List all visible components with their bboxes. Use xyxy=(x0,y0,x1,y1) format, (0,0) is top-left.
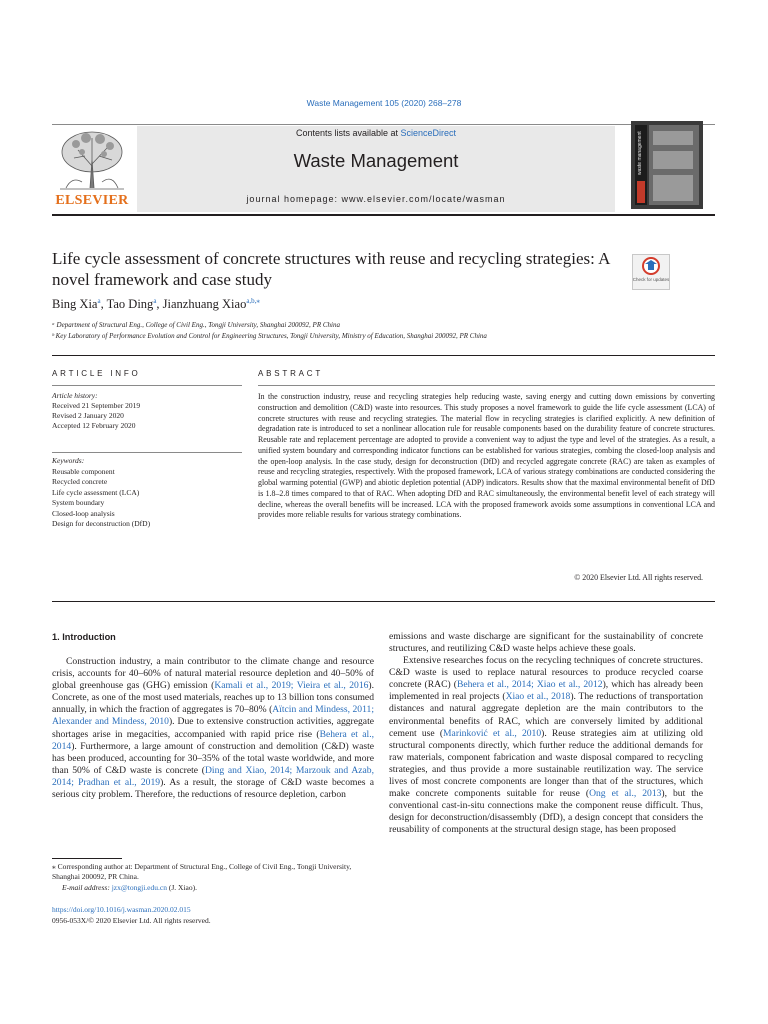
homepage-prefix: journal homepage: xyxy=(246,194,342,204)
citation-link[interactable]: Behera et al., 2014; Xiao et al., 2012 xyxy=(456,679,603,691)
article-title: Life cycle assessment of concrete structures with reuse and recycling strategies: A novel framework and case study xyxy=(52,249,610,289)
footnote-rule xyxy=(52,858,122,859)
keyword-item: Closed-loop analysis xyxy=(52,508,115,518)
doi-link[interactable]: https://doi.org/10.1016/j.wasman.2020.02.015 xyxy=(52,905,191,914)
doi-block xyxy=(52,905,211,926)
keyword-item: Reusable component xyxy=(52,466,115,476)
history-label: Article history: xyxy=(52,391,98,400)
keyword-item: Recycled concrete xyxy=(52,477,108,486)
body-text-run: Construction industry, a main contributor to the climate change and resource crisis, accounts for 40–60% of natural material resource depletion and 40–50% of global greenhouse gas (GHG) emission ( xyxy=(52,656,374,692)
journal-cover-thumbnail xyxy=(631,121,703,209)
contents-line xyxy=(137,128,615,138)
author-email-link[interactable]: jzx@tongji.edu.cn xyxy=(111,882,167,892)
body-text-run: Extensive researches focus on the recycling techniques of concrete structures. C&D waste is used to replace natural resources to produce recycled coarse concrete (RAC) ( xyxy=(389,655,703,691)
intro-paragraph-1 xyxy=(52,656,374,801)
body-text-run: ), which has already been implemented in real projects ( xyxy=(389,679,703,703)
body-text-run: ). Furthermore, a large amount of construction and demolition (C&D) waste has been produced, accounting for 30–35% of the total waste worldwide, and more than 50% of C&D waste is concrete ( xyxy=(52,740,374,776)
author-name[interactable]: Jianzhuang Xiao xyxy=(162,297,247,312)
citation-link[interactable]: Aïtcin and Mindess, 2011; Alexander and Mindess, 2010 xyxy=(52,704,374,728)
body-text-run: ). Reuse strategies aim at utilizing old structural components directly, which further reduce the additional demands for raw materials, component fabrication and waste disposal compared to recycling strategies, and thus provide a more sustainable reutilization way. The service lives of most concrete components are longer than that of the structures, which make concrete components suitable for reuse ( xyxy=(389,727,703,800)
intro-paragraph-2 xyxy=(389,655,703,836)
homepage-url[interactable]: www.elsevier.com/locate/wasman xyxy=(341,194,506,204)
author-list: Bing Xia$^a$, Tao Ding$^a$, Jianzhuang Xiao$^{a,b,⁎}$ xyxy=(52,297,260,312)
body-text-run: ). Due to extensive construction activities, aggregate shortages arise in megacities, accompanied with rapid price rise ( xyxy=(52,716,374,740)
contents-prefix: Contents lists available at xyxy=(295,128,401,138)
email-suffix: (J. Xiao). xyxy=(166,882,197,892)
keyword-item: Design for deconstruction (DfD) xyxy=(52,519,151,528)
front-matter-rule xyxy=(52,601,715,602)
author-name[interactable]: Tao Ding xyxy=(106,297,154,312)
body-text-run: ). As a result, the storage of C&D waste becomes a serious city problem. Therefore, the reductions of resource depletion, carbon xyxy=(52,776,375,800)
article-info-rule xyxy=(52,385,242,386)
author-affiliation-mark[interactable]: a xyxy=(97,297,101,305)
article-info-heading: ARTICLE INFO xyxy=(52,369,141,378)
body-text-run: ). The reductions of transportation distances and natural aggregate depletion are the main contributors to the environmental benefits of RAC, which are conversely limited by additional cement use ( xyxy=(389,691,703,739)
affiliation-a: ᵃ Department of Structural Eng., College of Civil Eng., Tongji University, Shanghai 200092, PR China xyxy=(52,321,340,329)
section-heading-introduction: 1. Introduction xyxy=(52,632,116,642)
affiliation-b: ᵇ Key Laboratory of Performance Evolution and Control for Engineering Structures, Tongji University, Ministry of Education, Shanghai 200092, PR China xyxy=(52,332,487,340)
corresponding-author-footnote xyxy=(52,862,374,893)
abstract-heading: ABSTRACT xyxy=(258,369,324,378)
sciencedirect-link[interactable]: ScienceDirect xyxy=(400,128,457,138)
elsevier-wordmark: ELSEVIER xyxy=(55,193,129,208)
author-name[interactable]: Bing Xia xyxy=(52,297,98,312)
keywords-label: Keywords: xyxy=(52,456,85,465)
body-text-run: ). Concrete, as one of the most used materials, reaches up to 13 billion tons consumed annually, in which the fraction of aggregates is 70–80% ( xyxy=(52,680,375,716)
footnote-text: ⁎ Corresponding author at: Department of Structural Eng., College of Civil Eng., Tongji University, Shanghai 200092, PR China. xyxy=(52,862,352,882)
issn-line: 0956-053X/© 2020 Elsevier Ltd. All rights reserved. xyxy=(52,915,211,925)
citation-link[interactable]: Marinković et al., 2010 xyxy=(443,727,542,739)
affiliation-rule xyxy=(52,355,715,356)
journal-homepage xyxy=(137,194,615,204)
abstract-rule xyxy=(258,385,715,386)
citation-link[interactable]: Ong et al., 2013 xyxy=(589,788,662,800)
masthead-top-rule xyxy=(52,124,715,125)
journal-citation-link[interactable]: Waste Management 105 (2020) 268–278 xyxy=(306,98,462,108)
abstract-body: In the construction industry, reuse and recycling strategies help reducing waste, saving energy and cutting down emissions by converting construction and demolition (C&D) waste into resources. This study proposes a novel framework to guide the life cycle assessment (LCA) of concrete structures with reuse and recycling strategies. The material flow in recycling strategies is clarified explicitly. A new definition of degradation rate is introduced to set a nonlinear allocation rule for reusable components based on the durability feature of concrete structures. Reusable rate and replacement percentage are adopted to provide a convenient way to adjust the type and level of the strategies. As a result, a unified system boundary and corresponding indicator functions can be established for various strategies, combing the closed-loop analysis and the open-loop analysis. In the case study, design for deconstruction (DfD) and recycled aggregate concrete (RAC) are taken as examples of reuse and recycling strategies, respectively. With the proposed framework, LCA of various strategy combinations are conducted considering the global warming potential (GWP) and abiotic depletion potential (ADP) indicators. Results show that the maximal environmental benefit of DfD is 1.8–2.8 times compared to that of RAC. When adopting DfD and RAC simultaneously, the environmental benefit level of each strategy will decline, whereas the overall benefits will be increased. LCA with the proposed framework avoids some assumptions in conventional LCA and provides more reliable results for various strategy combinations. xyxy=(258,392,715,520)
cover-title: waste management xyxy=(637,131,643,175)
email-label: E-mail address: xyxy=(62,882,112,892)
history-accepted: Accepted 12 February 2020 xyxy=(52,421,136,430)
abstract-copyright: © 2020 Elsevier Ltd. All rights reserved. xyxy=(574,573,703,582)
check-updates-label: Check for updates xyxy=(632,277,670,282)
article-history xyxy=(52,391,140,431)
citation-link[interactable]: Ding and Xiao, 2014; Marzouk and Azab, 2014; Pradhan et al., 2019 xyxy=(52,764,374,788)
keyword-item: System boundary xyxy=(52,498,105,507)
body-right-column xyxy=(389,631,703,836)
citation-link[interactable]: Behera et al., 2014 xyxy=(52,728,374,752)
keywords-rule xyxy=(52,452,242,453)
keywords-list xyxy=(52,456,150,530)
keyword-item: Life cycle assessment (LCA) xyxy=(52,487,140,497)
author-affiliation-mark[interactable]: a xyxy=(153,297,157,305)
history-received: Received 21 September 2019 xyxy=(52,401,141,410)
check-for-updates-badge[interactable] xyxy=(632,254,670,290)
intro-paragraph-1-continued: emissions and waste discharge are significant for the sustainability of concrete structures, and reutilizing C&D waste helps achieve these goals. xyxy=(389,631,703,655)
author-affiliation-mark[interactable]: a,b,⁎ xyxy=(246,297,260,305)
citation-link[interactable]: Xiao et al., 2018 xyxy=(505,691,571,703)
body-left-column xyxy=(52,631,374,801)
history-revised: Revised 2 January 2020 xyxy=(52,411,124,420)
masthead-bottom-rule xyxy=(52,214,715,216)
citation-link[interactable]: Kamali et al., 2019; Vieira et al., 2016 xyxy=(214,680,369,692)
body-text-run: ), but the conventional cast-in-situ connections make the component reuse difficult. Thus, design for deconstruction/disassembly (DfD), a design concept that considers the reusability of components at the structural design stage, has been proposed xyxy=(389,788,703,836)
journal-name: Waste Management xyxy=(293,150,459,171)
